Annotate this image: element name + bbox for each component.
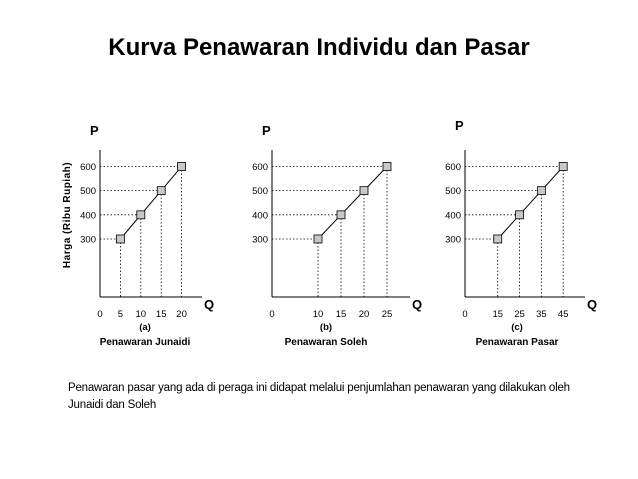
page-title: Kurva Penawaran Individu dan Pasar (108, 34, 530, 61)
y-tick-label: 300 (80, 234, 96, 246)
data-point-marker (537, 187, 545, 195)
y-tick-label: 500 (80, 186, 96, 198)
y-tick-label: 500 (445, 186, 461, 198)
data-point-marker (337, 211, 345, 219)
y-tick-label: 400 (445, 210, 461, 222)
y-axis-title: P (90, 123, 99, 138)
x-tick-label: 15 (155, 309, 167, 320)
y-axis-title: P (455, 118, 464, 133)
y-tick-label: 500 (252, 186, 268, 198)
data-point-marker (314, 235, 322, 243)
data-point-marker (559, 162, 567, 170)
x-axis-title: Q (412, 297, 423, 312)
x-axis-title: Q (587, 297, 598, 312)
supply-curve (498, 166, 563, 239)
x-tick-label: 0 (269, 309, 275, 320)
chart-label: (a) (139, 322, 151, 333)
data-point-marker (516, 211, 524, 219)
y-tick-label: 300 (252, 234, 268, 246)
data-point-marker (116, 235, 124, 243)
chart-label: (b) (319, 322, 333, 333)
supply-curve (120, 166, 181, 239)
y-tick-label: 600 (445, 161, 461, 173)
x-tick-label: 10 (135, 309, 147, 320)
y-axis-title: P (262, 123, 271, 138)
y-tick-label: 300 (445, 234, 461, 246)
footnote: Penawaran pasar yang ada di peraga ini didapat melalui penjumlahan penawaran yang dilakukan oleh Junaidi dan Soleh (68, 382, 570, 411)
data-point-marker (178, 162, 186, 170)
shared-y-axis-label: Harga (Ribu Rupiah) (62, 161, 73, 269)
chart-caption: Penawaran Junaidi (99, 337, 191, 348)
x-tick-label: 45 (557, 309, 569, 320)
data-point-marker (137, 211, 145, 219)
x-tick-label: 20 (358, 309, 370, 320)
data-point-marker (494, 235, 502, 243)
x-tick-label: 5 (117, 309, 124, 320)
data-point-marker (383, 162, 391, 170)
x-tick-label: 10 (312, 309, 324, 320)
supply-curve (318, 166, 387, 239)
x-axis-title: Q (204, 297, 215, 312)
x-tick-label: 20 (176, 309, 187, 320)
chart-caption: Penawaran Soleh (284, 337, 368, 348)
x-tick-label: 25 (381, 309, 393, 320)
chart-label: (c) (511, 322, 523, 333)
chart-3 (445, 118, 597, 348)
data-point-marker (360, 187, 368, 195)
y-tick-label: 600 (252, 161, 268, 173)
y-tick-label: 600 (80, 161, 96, 173)
chart-2 (252, 123, 422, 348)
y-tick-label: 400 (80, 210, 96, 222)
x-tick-label: 15 (335, 309, 347, 320)
data-point-marker (157, 187, 165, 195)
chart-caption: Penawaran Pasar (475, 337, 559, 348)
x-tick-label: 15 (492, 309, 504, 320)
x-tick-label: 0 (462, 309, 468, 320)
x-tick-label: 0 (97, 309, 103, 320)
y-tick-label: 400 (252, 210, 268, 222)
x-tick-label: 25 (514, 309, 525, 320)
x-tick-label: 35 (536, 309, 547, 320)
chart-1 (80, 123, 214, 348)
